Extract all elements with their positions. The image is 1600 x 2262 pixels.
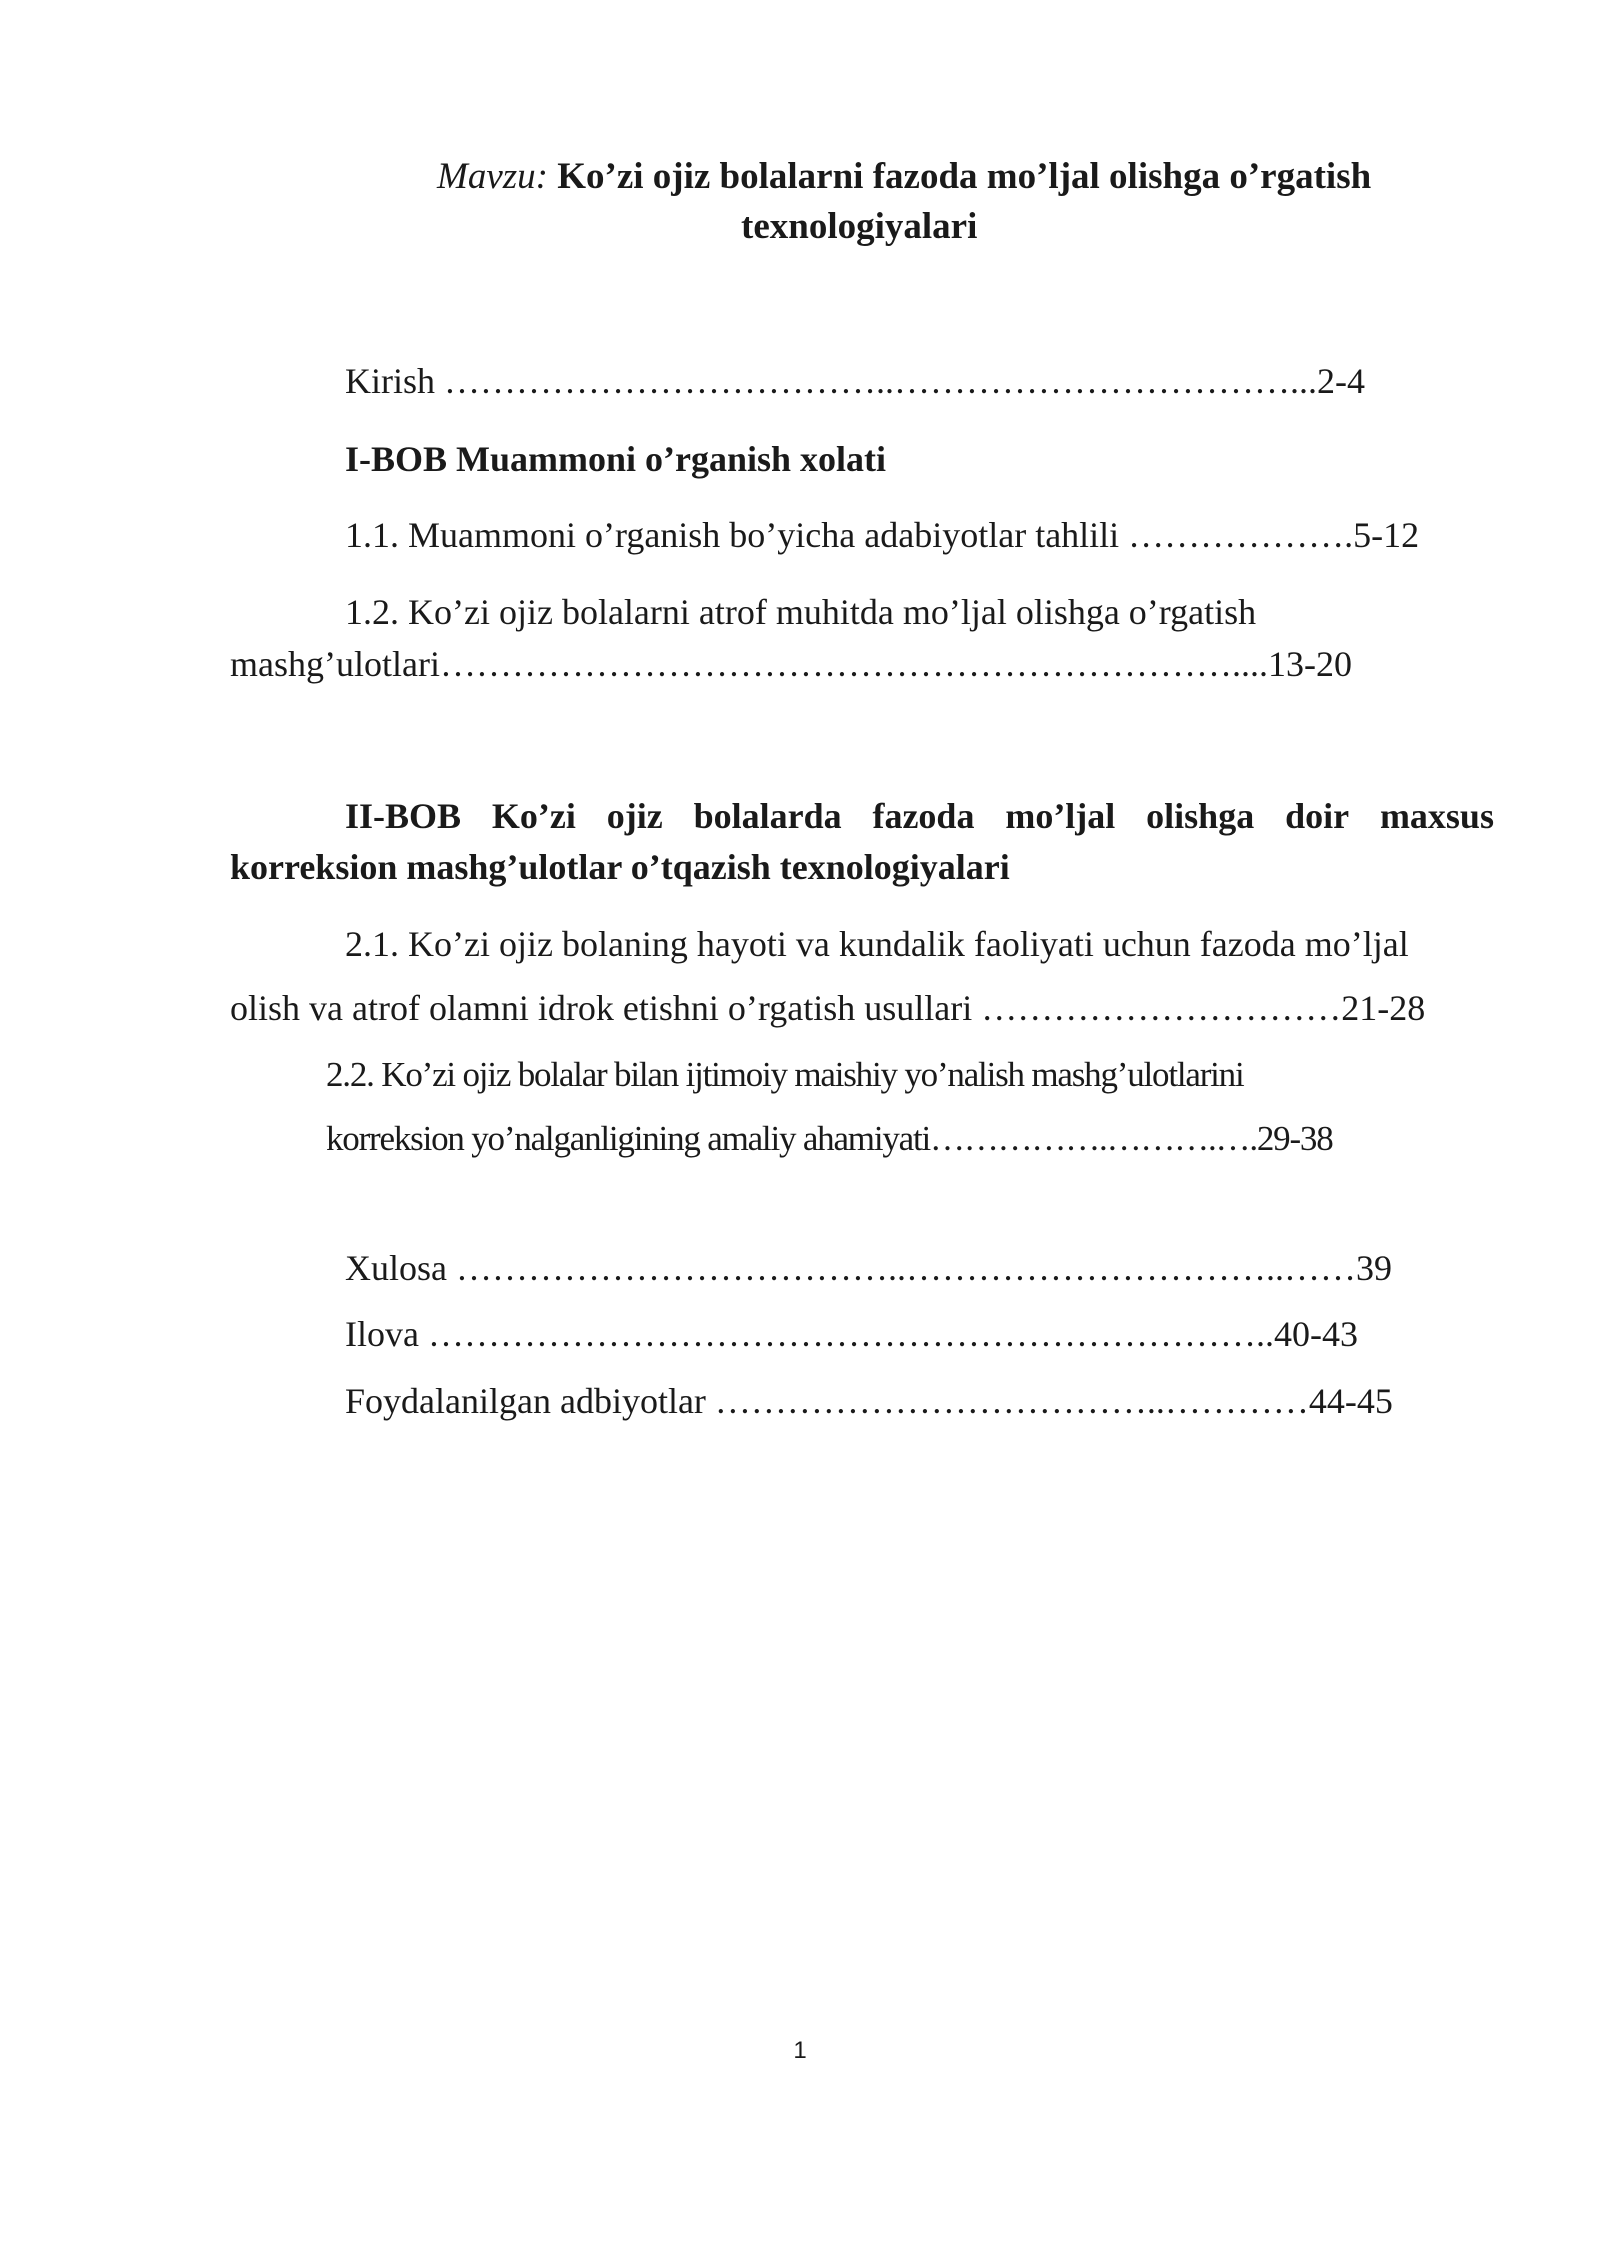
- toc-entry-1-2-line-1: 1.2. Ko’zi ojiz bolalarni atrof muhitda mo’ljal olishga o’rgatish: [345, 592, 1257, 632]
- toc-chapter-2-title-line-2: korreksion mashg’ulotlar o’tqazish texnologiyalari: [230, 847, 1010, 887]
- document-title-line-2: texnologiyalari: [741, 206, 978, 247]
- document-title-line-1: [437, 158, 1371, 195]
- chapter-2-word: fazoda: [872, 796, 975, 836]
- chapter-2-word: ojiz: [606, 796, 663, 836]
- chapter-2-word: mo’ljal: [1005, 796, 1116, 836]
- toc-entry-2-2-line-2: korreksion yo’nalganligining amaliy ahamiyati…………….……….….29-38: [326, 1119, 1333, 1158]
- toc-entry-2-1-line-2: olish va atrof olamni idrok etishni o’rgatish usullari …………………………21-28: [230, 988, 1426, 1028]
- toc-entry-1-2-line-2: mashg’ulotlari…………………………………………………………....13-20: [230, 644, 1352, 684]
- chapter-2-word: maxsus: [1379, 796, 1494, 836]
- toc-entry-xulosa: Xulosa ………………………………..…………………………..……39: [345, 1248, 1392, 1288]
- chapter-2-word: II-BOB: [345, 796, 462, 836]
- toc-entry-2-1-line-1: 2.1. Ko’zi ojiz bolaning hayoti va kundalik faoliyati uchun fazoda mo’ljal: [345, 924, 1409, 964]
- chapter-2-word: Ko’zi: [491, 796, 576, 836]
- chapter-2-word: olishga: [1146, 796, 1255, 836]
- chapter-2-word: bolalarda: [693, 796, 842, 836]
- toc-entry-2-2-line-1: 2.2. Ko’zi ojiz bolalar bilan ijtimoiy maishiy yo’nalish mashg’ulotlarini: [326, 1055, 1244, 1094]
- toc-chapter-1-title: I-BOB Muammoni o’rganish xolati: [345, 439, 887, 479]
- chapter-2-word: doir: [1285, 796, 1350, 836]
- toc-entry-kirish: Kirish ………………………………..……………………………...2-4: [345, 361, 1365, 401]
- title-text: Ko’zi ojiz bolalarni fazoda mo’ljal olishga o’rgatish: [557, 156, 1372, 197]
- toc-entry-1-1: 1.1. Muammoni o’rganish bo’yicha adabiyotlar tahlili ……………….5-12: [345, 515, 1420, 555]
- toc-entry-foydalanilgan-adabiyotlar: Foydalanilgan adbiyotlar ………………………………..…………44-45: [345, 1381, 1393, 1421]
- toc-chapter-2-title-line-1: [345, 798, 1494, 834]
- toc-entry-ilova: Ilova ……………………………………………………………..40-43: [345, 1314, 1358, 1354]
- page-number: 1: [793, 2037, 807, 2064]
- title-label: Mavzu:: [437, 156, 548, 197]
